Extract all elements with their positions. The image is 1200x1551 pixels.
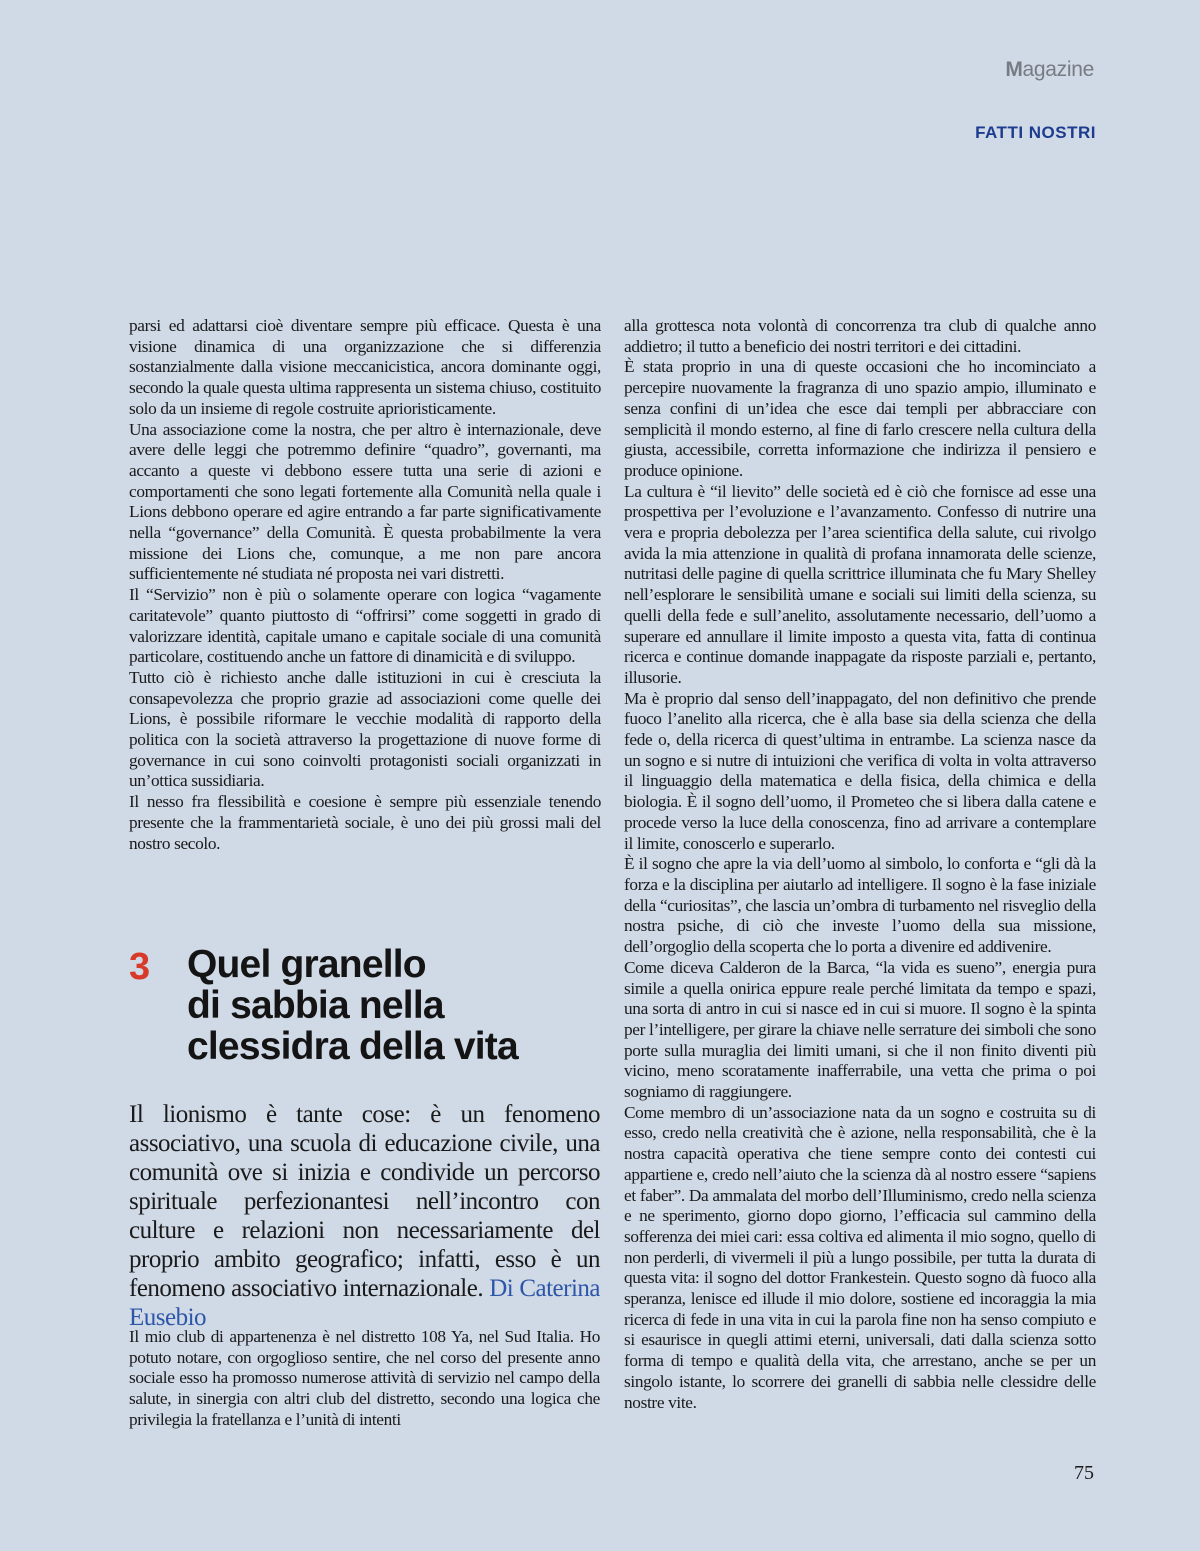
paragraph: Il nesso fra flessibilità e coesione è sempre più essenziale tenendo presente che la frammentarietà sociale, è uno dei più grossi mali del nostro secolo. [129, 792, 601, 853]
article-number: 3 [129, 946, 151, 988]
title-line: clessidra della vita [187, 1025, 518, 1068]
paragraph: Ma è proprio dal senso dell’inappagato, del non definitivo che prende fuoco l’anelito alla ricerca, che è alla base sia della scienza che della fede o, della ricerca di quest’ultima in entrambe. La scienza nasce da un sogno e si nutre di intuizioni che verifica di volta in volta attraverso il linguaggio della matematica e della fisica, della chimica e della biologia. È il sogno dell’uomo, il Prometeo che si libera dalla catene e procede verso la luce della conoscenza, fino ad arrivare a contemplare il limite, conoscerlo e superarlo. [624, 688, 1096, 853]
lead-text: Il lionismo è tante cose: è un fenomeno associativo, una scuola di educazione civile, una comunità ove si inizia e condivide un percorso spirituale perfezionantesi nell’incontro con culture e relazioni non necessariamente del proprio ambito geografico; infatti, esso è un fenomeno associativo internazionale. [129, 1101, 600, 1302]
page-number: 75 [1074, 1462, 1094, 1484]
paragraph: È stata proprio in una di queste occasioni che ho incominciato a percepire nuovamente la fragranza di uno spazio ampio, illuminato e senza confini di un’idea che esce dai templi per abbracciare con semplicità il mondo esterno, al fine di farlo crescere nella cultura della giusta, accessibile, corretta informazione che indirizza il pensiero e produce opinione. [624, 357, 1096, 480]
paragraph: Tutto ciò è richiesto anche dalle istituzioni in cui è cresciuta la consapevolezza che proprio grazie ad associazioni come quelle dei Lions, è possibile riformare le vecchie modalità di rapporto della politica con la società attraverso la progettazione di nuove forme di governance in cui sono coinvolti protagonisti sociali organizzati in un’ottica sussidiaria. [129, 667, 601, 791]
magazine-label-rest: agazine [1022, 58, 1094, 81]
paragraph: È il sogno che apre la via dell’uomo al simbolo, lo conforta e “gli dà la forza e la disciplina per aiutarlo ad intelligere. Il sogno è la fase iniziale della “curiositas”, che lascia un’ombra di turbamento nel risveglio della nostra psiche, di ciò che investe l’uomo della sua missione, dell’orgoglio della scoperta che lo porta a divenire ed addivenire. [624, 854, 1096, 957]
right-column [624, 316, 1096, 1413]
title-line: Quel granello [187, 943, 426, 986]
paragraph: Il “Servizio” non è più o solamente operare con logica “vagamente caritatevole” quanto piuttosto di “offrirsi” come soggetti in grado di valorizzare identità, capitale umano e capitale sociale di una comunità particolare, costituendo anche un fattore di dinamicità e di sviluppo. [129, 585, 601, 667]
paragraph: parsi ed adattarsi cioè diventare sempre più efficace. Questa è una visione dinamica di una organizzazione che si differenzia sostanzialmente dalla visione meccanicistica, ancora dominante oggi, secondo la quale questa ultima rappresenta un sistema chiuso, costituito solo da un insieme di regole costruite aprioristicamente. [129, 316, 601, 418]
article-title [187, 944, 607, 1067]
magazine-label-initial: M [1005, 58, 1023, 81]
magazine-label [1005, 58, 1094, 82]
paragraph: La cultura è “il lievito” delle società ed è ciò che fornisce ad esse una prospettiva per l’evoluzione e l’avanzamento. Confesso di nutrire una vera e propria debolezza per l’area scientifica della salute, cui rivolgo avida la mia attenzione in qualità di profana innamorata delle scienze, nutritasi delle pagine di quella scrittrice illuminata che fu Mary Shelley nell’esplorare le sensibilità umane e sociali sui limiti della scienza, su quelli della fede e sull’anelito, assolutamente necessario, dell’uomo a superare ed annullare il limite imposto a questa vita, fatta di continua ricerca e continue domande inappagate da risposte parziali e, pertanto, illusorie. [624, 481, 1096, 687]
paragraph: Come membro di un’associazione nata da un sogno e costruita su di esso, credo nella creatività che è azione, nella responsabilità, che è la nostra capacità operativa che tiene sempre conto dei contesti cui appartiene e, credo nell’aiuto che la scienza dà al nostro essere “sapiens et faber”. Da ammalata del morbo dell’Illuminismo, credo nella scienza e ne sperimento, giorno dopo giorno, l’efficacia sul cammino della sofferenza dei miei cari: essa coltiva ed alimenta il mio sogno, quello di non perderli, di vivermeli il più a lungo possibile, per tutta la durata di questa vita: il sogno del dottor Frankestein. Questo sogno dà fuoco alla speranza, lenisce ed illude il mio dolore, sostiene ed incoraggia la mia ricerca di fede in una vita in cui la parola fine non ha senso compiuto e si esaurisce in quegli attimi eterni, universali, dati dalla scienza sotto forma di tempo e qualità della vita, che arrestano, anche se per un singolo istante, lo scorrere dei granelli di sabbia nelle clessidre delle nostre vite. [624, 1102, 1096, 1412]
left-column [129, 316, 601, 854]
author-byline: Di Caterina Eusebio [129, 1275, 601, 1331]
paragraph: Una associazione come la nostra, che per altro è internazionale, deve avere delle leggi che potremmo definire “quadro”, governanti, ma accanto a queste vi debbono essere tutta una serie di azioni e comportamenti che sono legati fortemente alla Comunità nella quale i Lions debbono operare ed agire entrando a far parte significativamente nella “governance” della Comunità. È questa probabilmente la vera missione dei Lions che, comunque, a me non pare ancora sufficientemente né studiata né proposta nei vari distretti. [129, 419, 601, 584]
paragraph: alla grottesca nota volontà di concorrenza tra club di qualche anno addietro; il tutto a beneficio dei nostri territori e dei cittadini. [624, 316, 1096, 356]
article-lead [129, 1100, 600, 1332]
paragraph: Come diceva Calderon de la Barca, “la vida es sueno”, energia pura simile a quella onirica eppure reale perché limitata da tempo e spazi, una sorta di antro in cui si nasce ed in cui si muore. Il sogno è la spinta per l’intelligere, per girare la chiave nelle serrature dei simboli che sono porte sulla muraglia dei limiti umani, si che il non finito diventi più vicino, meno scoratamente inafferrabile, una vetta che prima o poi sogniamo di raggiungere. [624, 957, 1096, 1102]
article-intro: Il mio club di appartenenza è nel distretto 108 Ya, nel Sud Italia. Ho potuto notare, con orgoglioso sentire, che nel corso del presente anno sociale esso ha promosso numerose attività di servizio nel campo della salute, in sinergia con altri club del distretto, secondo una logica che privilegia la fratellanza e l’unità di intenti [129, 1327, 600, 1429]
title-line: di sabbia nella [187, 984, 444, 1027]
section-label: FATTI NOSTRI [975, 123, 1096, 142]
